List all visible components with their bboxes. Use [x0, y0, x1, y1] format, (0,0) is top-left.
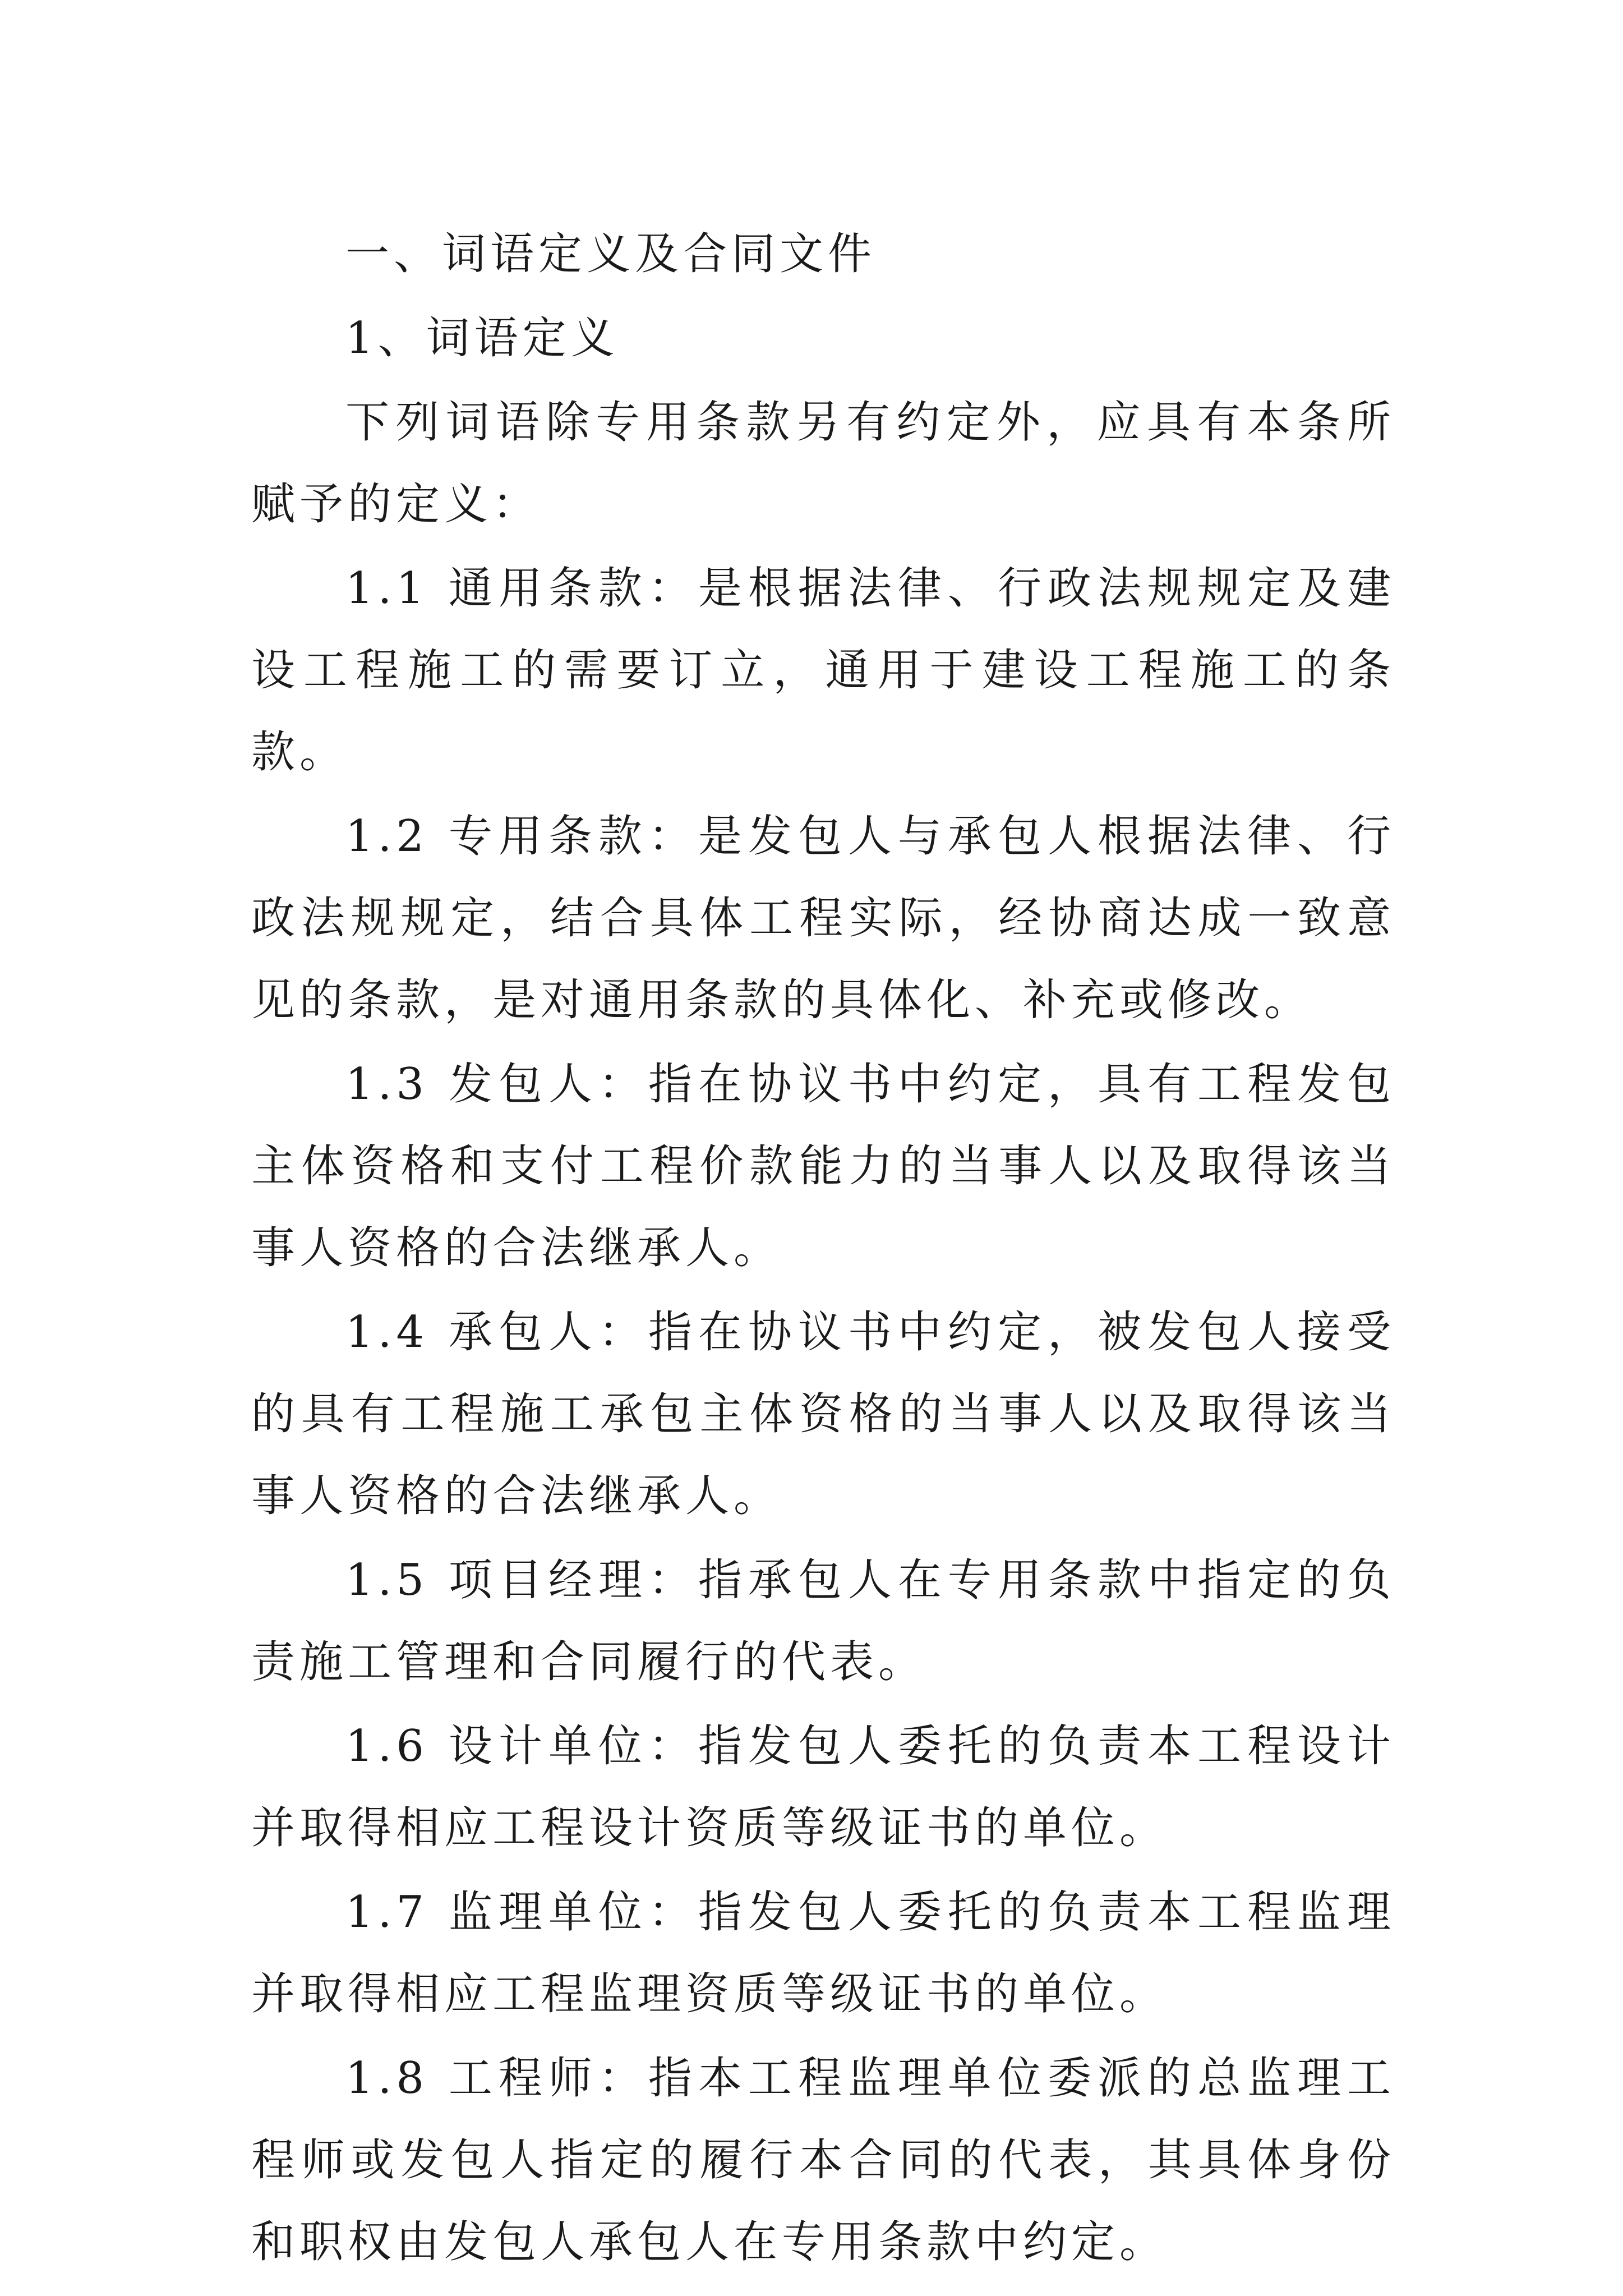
subsection-title: 1、词语定义 — [345, 313, 619, 364]
section-title: 一、词语定义及合同文件 — [345, 229, 877, 279]
clause-1-8: 1.8 工程师：指本工程监理单位委派的总监理工程师或发包人指定的履行本合同的代表，其具体身份和职权由发包人承包人在专用条款中约定。 — [251, 2053, 1395, 2267]
clause-1-3: 1.3 发包人：指在协议书中约定，具有工程发包主体资格和支付工程价款能力的当事人以及取得该当事人资格的合法继承人。 — [251, 1059, 1395, 1273]
intro-paragraph: 下列词语除专用条款另有约定外，应具有本条所赋予的定义： — [251, 397, 1395, 530]
clause-1-2: 1.2 专用条款：是发包人与承包人根据法律、行政法规规定，结合具体工程实际，经协商达成一致意见的条款，是对通用条款的具体化、补充或修改。 — [251, 811, 1395, 1025]
clause-1-1: 1.1 通用条款：是根据法律、行政法规规定及建设工程施工的需要订立，通用于建设工程施工的条款。 — [251, 563, 1395, 777]
clause-1-6: 1.6 设计单位：指发包人委托的负责本工程设计并取得相应工程设计资质等级证书的单位。 — [251, 1721, 1395, 1853]
clause-1-5: 1.5 项目经理：指承包人在专用条款中指定的负责施工管理和合同履行的代表。 — [251, 1555, 1395, 1687]
clause-1-4: 1.4 承包人：指在协议书中约定，被发包人接受的具有工程施工承包主体资格的当事人以及取得该当事人资格的合法继承人。 — [251, 1307, 1395, 1521]
clause-1-7: 1.7 监理单位：指发包人委托的负责本工程监理并取得相应工程监理资质等级证书的单位。 — [251, 1887, 1395, 2019]
document-body — [251, 213, 1395, 2285]
